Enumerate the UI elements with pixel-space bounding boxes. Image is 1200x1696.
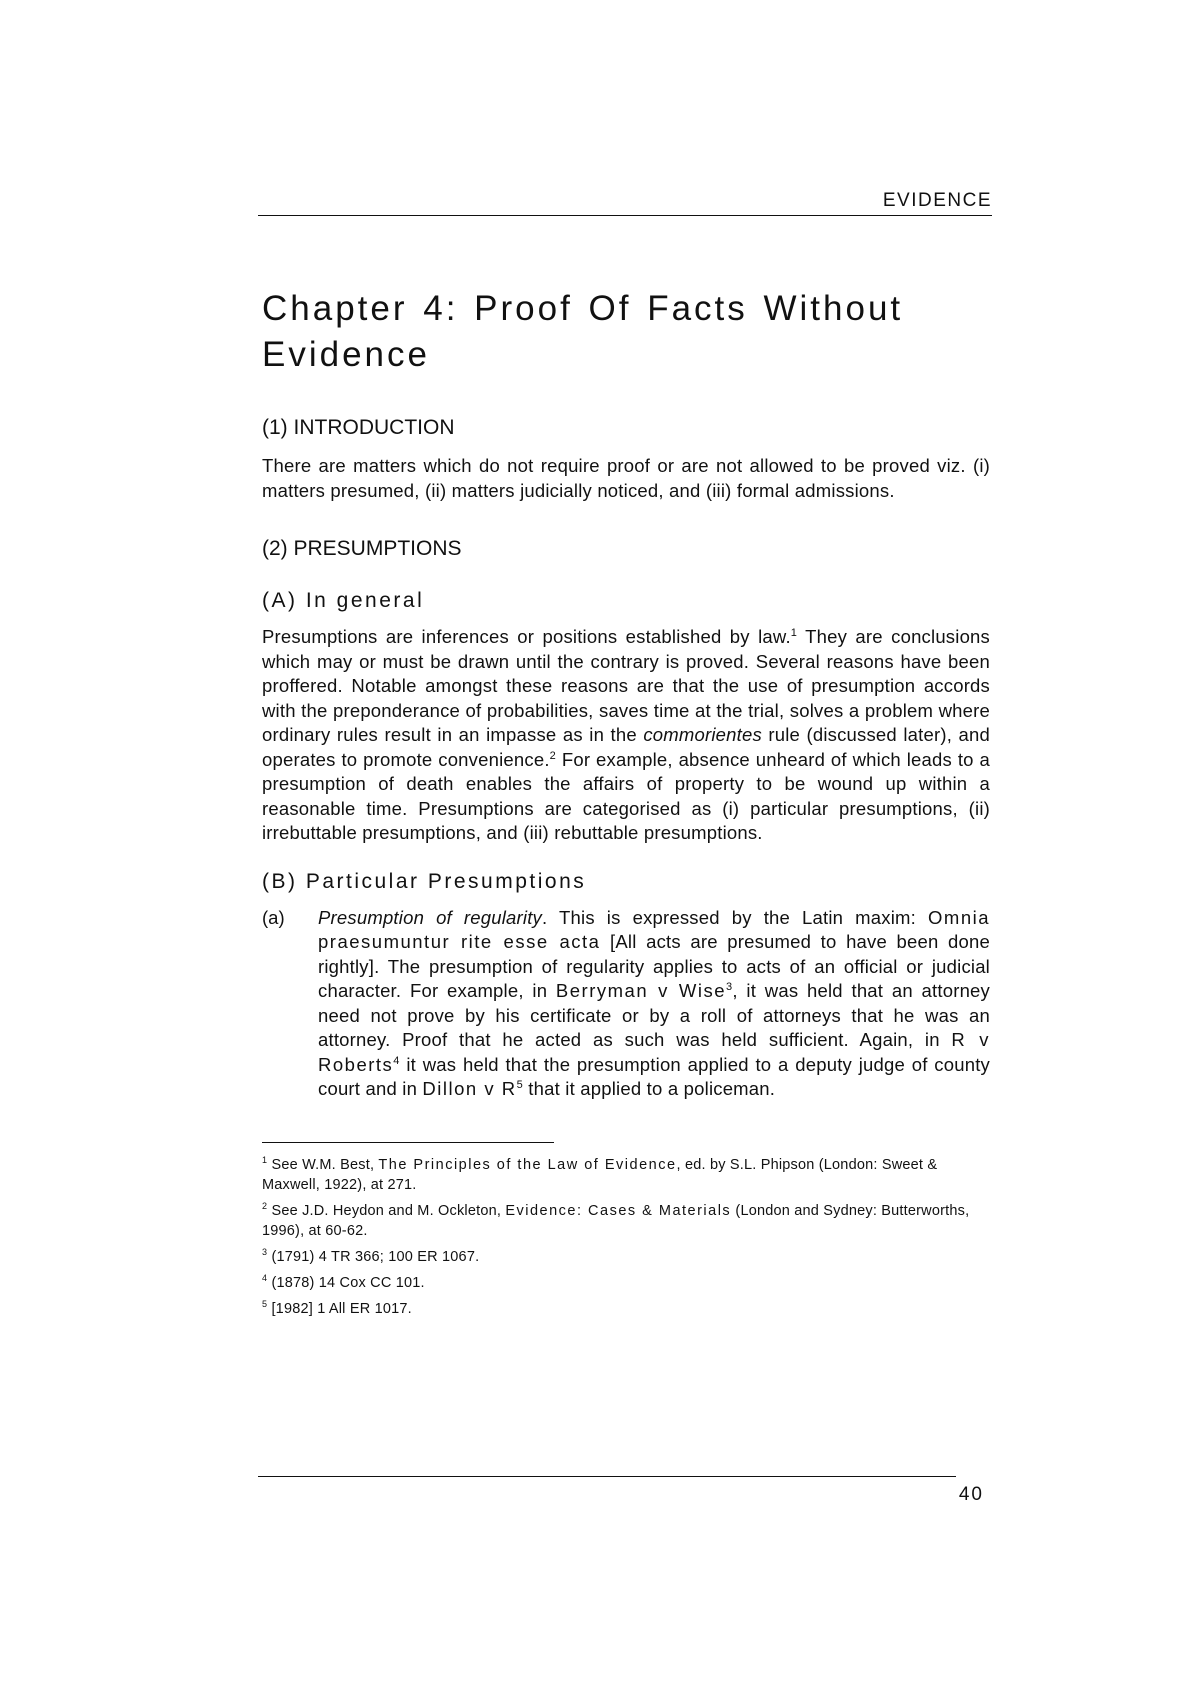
subsection-heading-particular-presumptions: (B) Particular Presumptions	[262, 869, 587, 893]
footnote-text: See J.D. Heydon and M. Ockleton,	[267, 1202, 506, 1219]
footnote-text: (1878) 14 Cox CC 101.	[267, 1274, 425, 1291]
page-number: 40	[958, 1484, 984, 1505]
case-name-r-v-roberts: R v Roberts	[318, 1029, 991, 1075]
case-name-dillon-v-r: Dillon v R	[422, 1078, 517, 1099]
item-text-part: [All acts are presumed to have been done rightly]. The presumption of regularity applies to acts of an official or judicial character. For example, in	[318, 931, 991, 1001]
section-heading-introduction: (1) INTRODUCTION	[262, 416, 455, 439]
footer-rule	[258, 1476, 956, 1477]
footnote-text: (1791) 4 TR 366; 100 ER 1067.	[267, 1248, 480, 1265]
footnote-text: [1982] 1 All ER 1017.	[267, 1300, 412, 1317]
footnote-ref-5: 5	[516, 1079, 523, 1091]
footnote-marker: 4	[262, 1272, 268, 1283]
paragraph-text: They are conclusions which may or must be drawn until the contrary is proved. Several reasons have been proffered. Notable amongst these reasons are that the use of presumption accords with the preponderance of probabilities, saves time at the trial, solves a problem where ordinary rules result in an impasse as in the	[262, 626, 990, 745]
paragraph-text: For example, absence unheard of which leads to a presumption of death enables the affairs of property to be wound up within a reasonable time. Presumptions are categorised as (i) particular presumptions, (ii) irrebuttable presumptions, and (iii) rebuttable presumptions.	[262, 748, 990, 843]
paragraph-text: Presumptions are inferences or positions established by law.	[262, 626, 791, 647]
footnote-marker: 1	[262, 1154, 268, 1165]
footnote-text: See W.M. Best,	[267, 1156, 379, 1173]
footnote-text: , ed. by S.L. Phipson (London: Sweet & Maxwell, 1922), at 271.	[262, 1156, 938, 1193]
introduction-paragraph: There are matters which do not require proof or are not allowed to be proved viz. (i) matters presumed, (ii) matters judicially noticed, and (iii) formal admissions.	[262, 455, 990, 501]
footnote-3	[262, 1247, 990, 1267]
subsection-heading-in-general: (A) In general	[262, 589, 425, 612]
commorientes-term: commorientes	[643, 724, 762, 745]
item-title: Presumption of regularity	[318, 906, 543, 928]
footnote-work-title: Evidence: Cases & Materials	[505, 1202, 732, 1219]
item-text-part: . This is expressed by the Latin maxim:	[542, 906, 929, 928]
footnote-5	[262, 1299, 990, 1319]
list-item-presumption-of-regularity	[262, 906, 990, 1102]
footnote-ref-1: 1	[790, 627, 798, 639]
running-header: EVIDENCE	[882, 190, 992, 211]
paragraph-text: rule (discussed later), and operates to promote convenience.	[262, 724, 990, 770]
item-text-part: , it was held that an attorney need not prove by his certificate or by a roll of attorneys that he was an attorney. Proof that he acted as such was held sufficient. Again, in	[318, 980, 990, 1050]
header-rule	[258, 215, 992, 216]
chapter-title: Chapter 4: Proof Of Facts Without Evidence	[262, 289, 904, 374]
list-item-text	[318, 906, 990, 1102]
footnote-marker: 2	[262, 1200, 268, 1211]
item-text-part: it was held that the presumption applied to a deputy judge of county court and in	[318, 1053, 990, 1099]
footnote-4	[262, 1273, 990, 1293]
presumptions-general-paragraph	[262, 625, 990, 846]
footnote-ref-4: 4	[393, 1054, 400, 1067]
footnote-ref-2: 2	[549, 749, 556, 762]
footnote-work-title: The Principles of the Law of Evidence	[378, 1156, 677, 1173]
footnote-separator	[262, 1142, 554, 1143]
case-name-berryman-v-wise: Berryman v Wise	[555, 980, 727, 1001]
footnote-2	[262, 1201, 990, 1241]
footnote-marker: 5	[262, 1298, 268, 1309]
footnote-1	[262, 1155, 990, 1195]
footnote-text: (London and Sydney: Butterworths, 1996), at 60-62.	[262, 1202, 970, 1239]
latin-maxim: Omnia praesumuntur rite esse acta	[318, 906, 991, 952]
section-heading-presumptions: (2) PRESUMPTIONS	[262, 537, 462, 560]
page-content	[262, 286, 990, 1325]
item-text-part: that it applied to a policeman.	[522, 1078, 776, 1099]
footnote-ref-3: 3	[726, 981, 733, 993]
footnote-marker: 3	[262, 1246, 268, 1257]
list-item-label: (a)	[262, 906, 285, 928]
